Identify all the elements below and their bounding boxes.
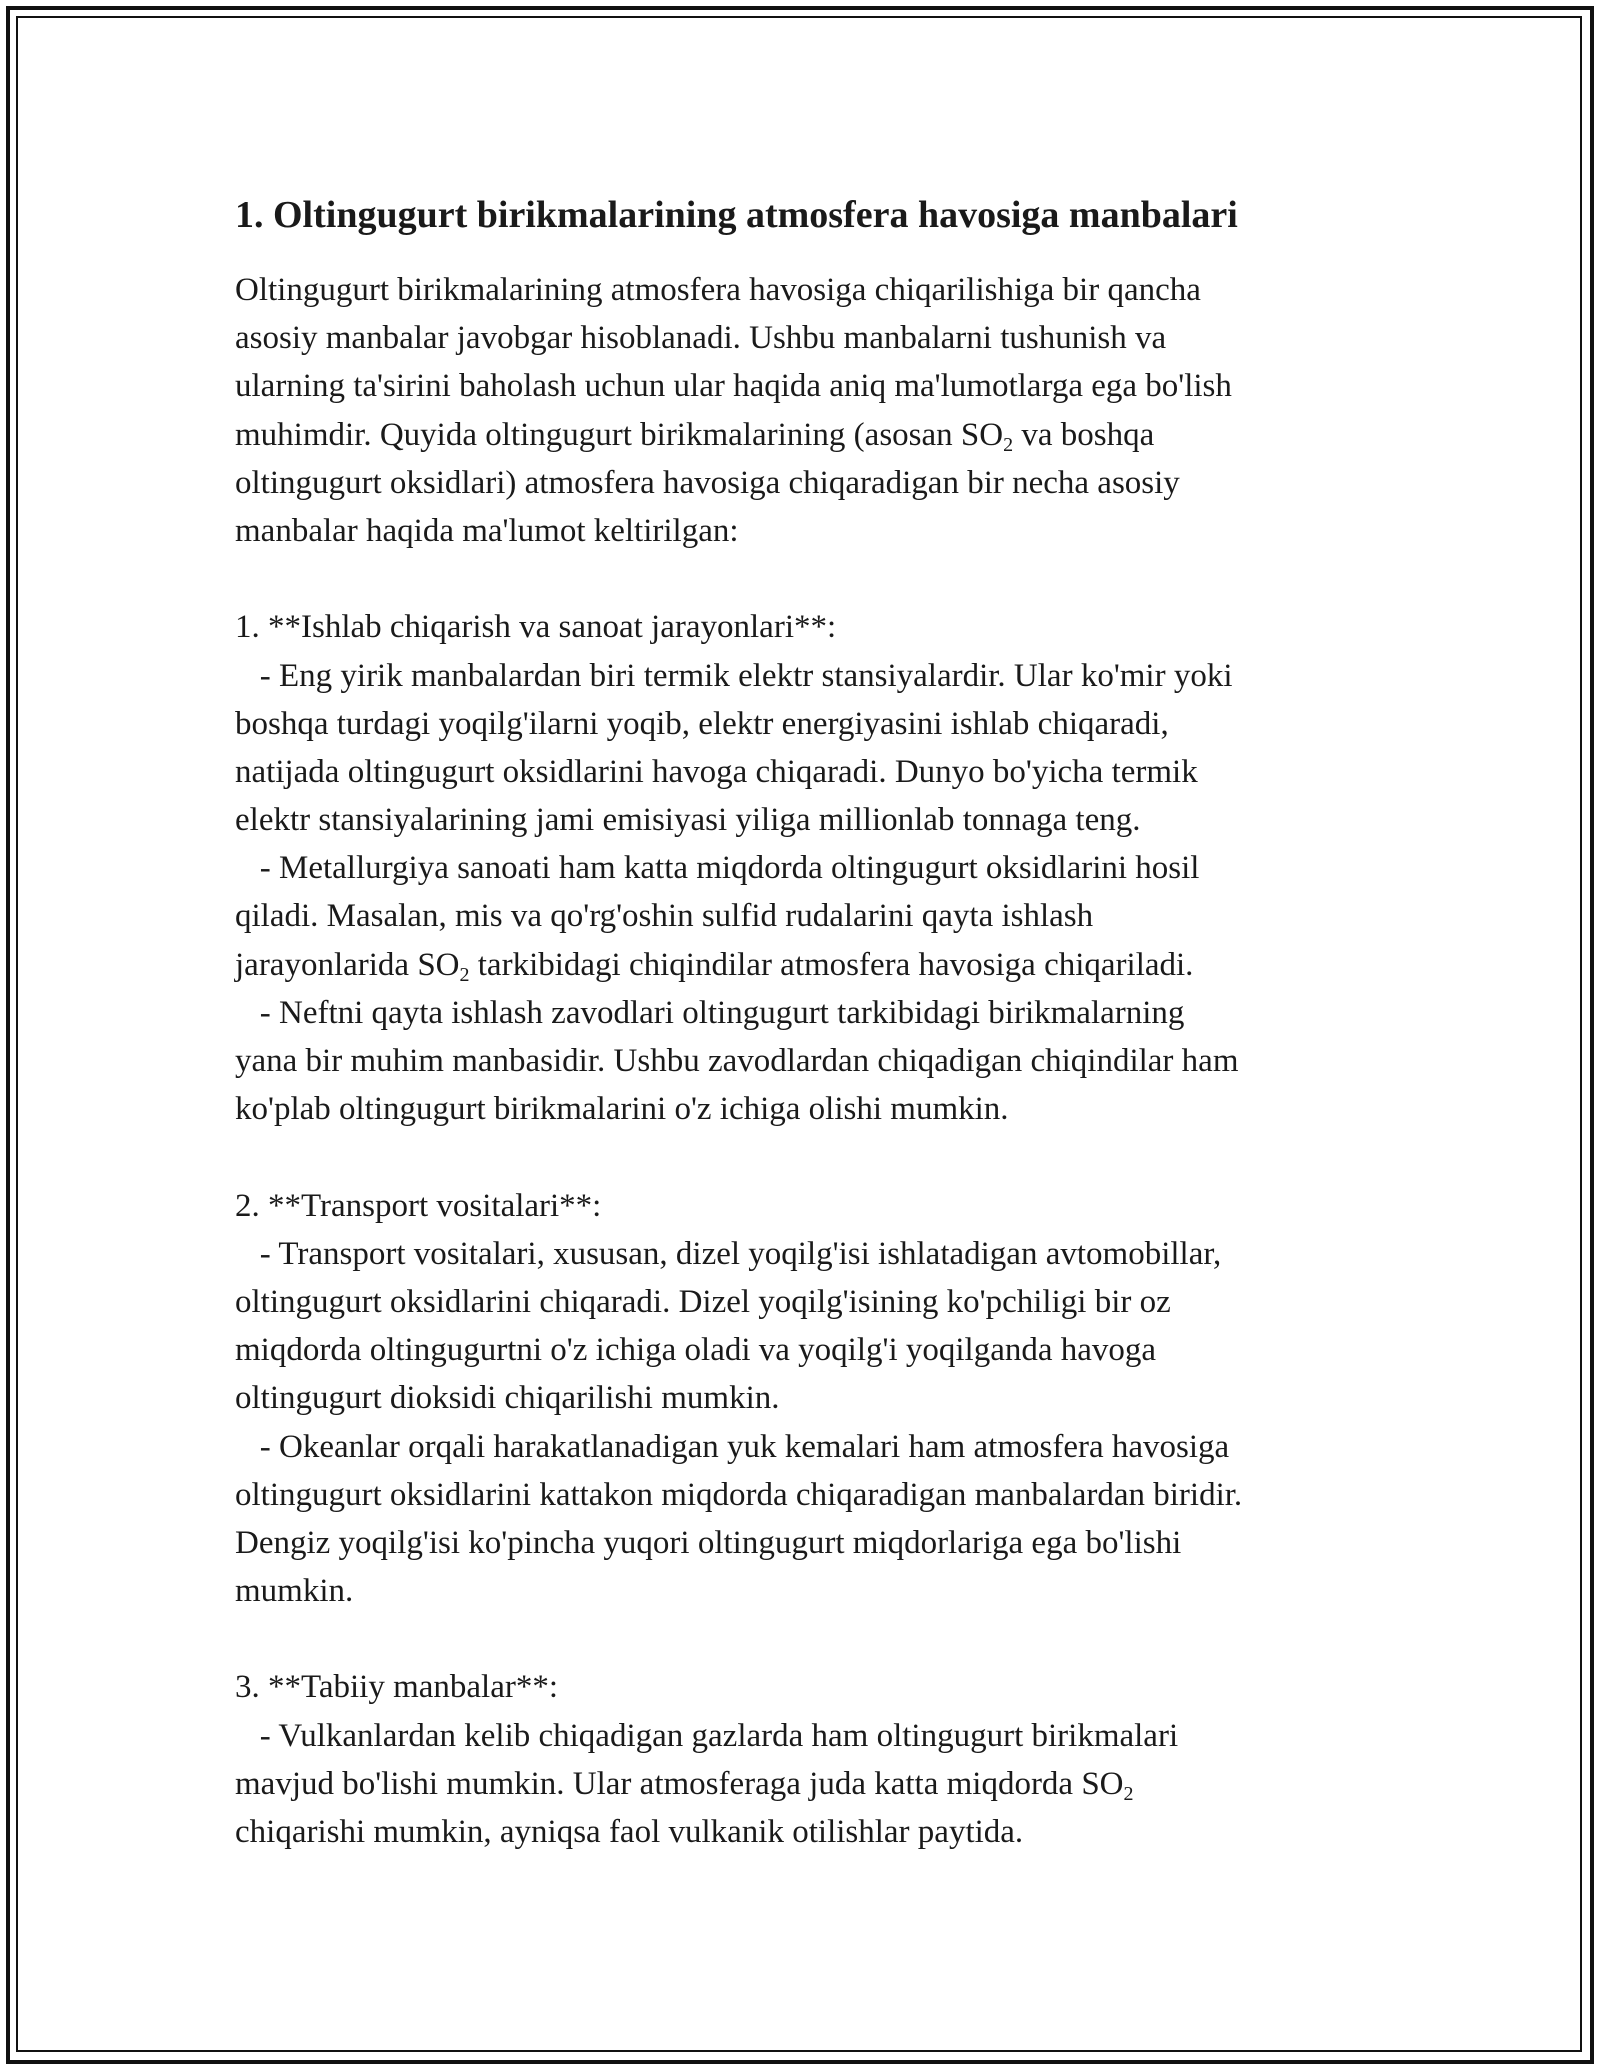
intro-line: manbalar haqida ma'lumot keltirilgan: bbox=[235, 512, 739, 549]
intro-line: muhimdir. Quyida oltingugurt birikmalarining (asosan $SO_2$ va boshqa bbox=[235, 416, 1155, 456]
section-line: oltingugurt oksidlarini chiqaradi. Dizel yoqilg'isining ko'pchiligi bir oz bbox=[235, 1283, 1171, 1320]
intro-line: oltingugurt oksidlari) atmosfera havosiga chiqaradigan bir necha asosiy bbox=[235, 464, 1180, 501]
section-line: mavjud bo'lishi mumkin. Ular atmosferaga juda katta miqdorda $SO_2$ bbox=[235, 1765, 1134, 1805]
blank-line bbox=[235, 555, 1375, 603]
section-line: mumkin. bbox=[235, 1573, 354, 1610]
section-line: chiqarishi mumkin, ayniqsa faol vulkanik otilishlar paytida. bbox=[235, 1814, 1024, 1850]
section-line: - Okeanlar orqali harakatlanadigan yuk kemalari ham atmosfera havosiga bbox=[235, 1428, 1230, 1465]
intro-line: asosiy manbalar javobgar hisoblanadi. Ushbu manbalarni tushunish va bbox=[235, 320, 1167, 357]
blank-line bbox=[235, 1133, 1375, 1181]
section-line: yana bir muhim manbasidir. Ushbu zavodlardan chiqadigan chiqindilar ham bbox=[235, 1043, 1239, 1079]
section-line: oltingugurt oksidlarini kattakon miqdorda chiqaradigan manbalardan biridir. bbox=[235, 1476, 1243, 1513]
subscript: 2 bbox=[459, 963, 470, 986]
section-line: boshqa turdagi yoqilg'ilarni yoqib, elektr energiyasini ishlab chiqaradi, bbox=[235, 705, 1169, 742]
section-line: - Vulkanlardan kelib chiqadigan gazlarda ham oltingugurt birikmalari bbox=[235, 1717, 1179, 1754]
subscript: 2 bbox=[1003, 433, 1014, 456]
document-heading: 1. Oltingugurt birikmalarining atmosfera havosiga manbalari bbox=[235, 194, 1238, 236]
section-line: - Metallurgiya sanoati ham katta miqdorda oltingugurt oksidlarini hosil bbox=[235, 850, 1200, 887]
section-line: Dengiz yoqilg'isi ko'pincha yuqori oltingugurt miqdorlariga ega bo'lishi bbox=[235, 1524, 1182, 1561]
document-body bbox=[235, 186, 1375, 1856]
document-text bbox=[235, 266, 1375, 1856]
section-line: natijada oltingugurt oksidlarini havoga chiqaradi. Dunyo bo'yicha termik bbox=[235, 753, 1198, 790]
section-line: ko'plab oltingugurt birikmalarini o'z ichiga olishi mumkin. bbox=[235, 1091, 1009, 1128]
section-line: - Neftni qayta ishlash zavodlari oltingugurt tarkibidagi birikmalarning bbox=[235, 994, 1185, 1031]
subscript: 2 bbox=[1123, 1782, 1134, 1805]
section-line: oltingugurt dioksidi chiqarilishi mumkin. bbox=[235, 1380, 780, 1417]
section-line: - Transport vositalari, xususan, dizel yoqilg'isi ishlatadigan avtomobillar, bbox=[235, 1235, 1222, 1272]
intro-line: ularning ta'sirini baholash uchun ular haqida aniq ma'lumotlarga ega bo'lish bbox=[235, 368, 1232, 405]
section-line: jarayonlarida $SO_2$ tarkibidagi chiqindilar atmosfera havosiga chiqariladi. bbox=[235, 946, 1194, 986]
section-line: qiladi. Masalan, mis va qo'rg'oshin sulfid rudalarini qayta ishlash bbox=[235, 898, 1094, 935]
section-title: 1. **Ishlab chiqarish va sanoat jarayonlari**: bbox=[235, 609, 837, 646]
blank-line bbox=[235, 1615, 1375, 1663]
section-line: miqdorda oltingugurtni o'z ichiga oladi va yoqilg'i yoqilganda havoga bbox=[235, 1332, 1157, 1369]
section-title: 2. **Transport vositalari**: bbox=[235, 1187, 602, 1224]
section-line: - Eng yirik manbalardan biri termik elektr stansiyalardir. Ular ko'mir yoki bbox=[235, 657, 1233, 694]
section-line: elektr stansiyalarining jami emisiyasi yiliga millionlab tonnaga teng. bbox=[235, 802, 1141, 839]
section-title: 3. **Tabiiy manbalar**: bbox=[235, 1669, 559, 1706]
intro-line: Oltingugurt birikmalarining atmosfera havosiga chiqarilishiga bir qancha bbox=[235, 272, 1201, 308]
